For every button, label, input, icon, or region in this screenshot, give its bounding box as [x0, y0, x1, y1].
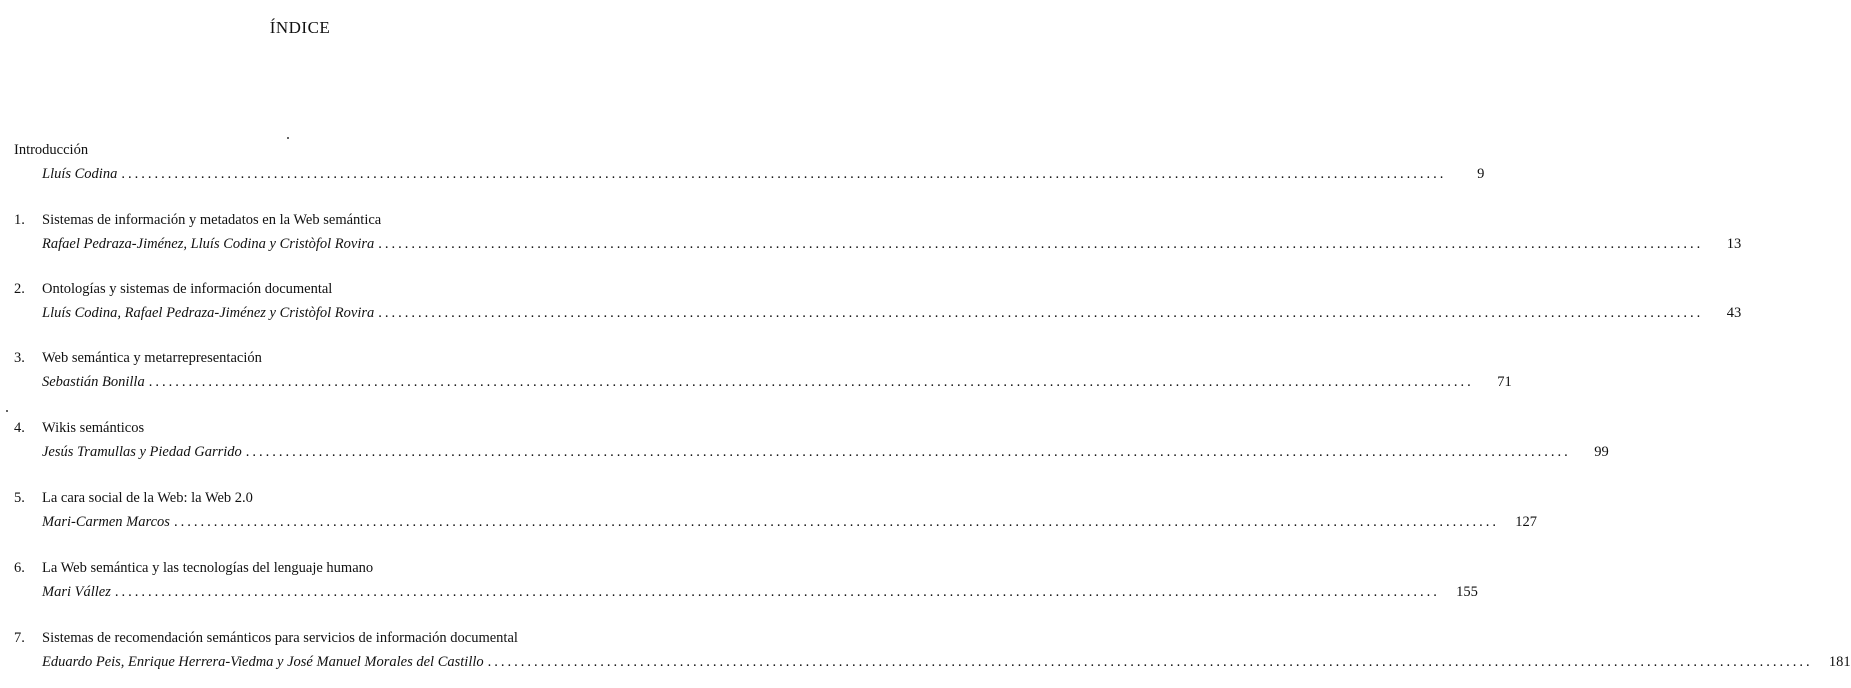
scan-speck [287, 137, 289, 139]
entry-page-number: 43 [1726, 305, 1742, 321]
scan-speck [6, 410, 8, 412]
toc-entry-introduction[interactable] [14, 142, 1485, 182]
entry-page-number: 9 [1477, 166, 1485, 182]
toc-entry-1[interactable] [14, 212, 1742, 252]
entry-line [42, 374, 1512, 394]
entry-number: 3. [14, 350, 25, 366]
dot-leader: ........................................................................................................................................................................................................ [378, 236, 1704, 252]
dot-leader: ........................................................................................................................................................................................................ [378, 305, 1704, 321]
dot-leader: ........................................................................................................................................................................................................ [173, 514, 1499, 530]
entry-authors: Eduardo Peis, Enrique Herrera-Viedma y José Manuel Morales del Castillo [42, 654, 484, 670]
entry-page-number: 127 [1515, 514, 1537, 530]
entry-authors: Rafael Pedraza-Jiménez, Lluís Codina y Cristòfol Rovira [42, 236, 375, 252]
entry-authors: Lluís Codina [42, 166, 118, 182]
entry-line [42, 444, 1609, 464]
dot-leader: ........................................................................................................................................................................................................ [148, 374, 1474, 390]
entry-title [14, 212, 586, 232]
entry-authors: Jesús Tramullas y Piedad Garrido [42, 444, 242, 460]
entry-title-text: La Web semántica y las tecnologías del lenguaje humano [42, 560, 374, 576]
entry-line [42, 654, 1851, 674]
entry-authors: Mari-Carmen Marcos [42, 514, 170, 530]
dot-leader: ........................................................................................................................................................................................................ [245, 444, 1571, 460]
entry-authors: Lluís Codina, Rafael Pedraza-Jiménez y Cristòfol Rovira [42, 305, 375, 321]
toc-entry-5[interactable] [14, 490, 1537, 530]
toc-entry-6[interactable] [14, 560, 1478, 600]
entry-title [14, 560, 586, 580]
entry-number: 7. [14, 630, 25, 646]
entry-page-number: 155 [1456, 584, 1478, 600]
entry-title [14, 420, 586, 440]
entry-line [42, 305, 1742, 325]
entry-number: 4. [14, 420, 25, 436]
entry-line [42, 236, 1742, 256]
entry-title [14, 490, 586, 510]
entry-title [14, 281, 586, 301]
entry-number: 2. [14, 281, 25, 297]
entry-number: 1. [14, 212, 25, 228]
entry-title [14, 142, 586, 162]
entry-authors: Mari Vállez [42, 584, 111, 600]
entry-title-text: Ontologías y sistemas de información documental [42, 281, 333, 297]
entry-page-number: 99 [1594, 444, 1609, 460]
toc-entry-7[interactable] [14, 630, 1851, 670]
entry-number: 6. [14, 560, 25, 576]
dot-leader: ........................................................................................................................................................................................................ [121, 166, 1447, 182]
entry-title-text: Introducción [14, 142, 89, 158]
entry-authors: Sebastián Bonilla [42, 374, 145, 390]
dot-leader: ........................................................................................................................................................................................................ [114, 584, 1440, 600]
entry-title-text: Wikis semánticos [42, 420, 145, 436]
entry-line [42, 584, 1478, 604]
entry-line [42, 166, 1485, 186]
entry-title [14, 350, 586, 370]
toc-entry-3[interactable] [14, 350, 1512, 390]
entry-page-number: 13 [1726, 236, 1742, 252]
toc-entry-4[interactable] [14, 420, 1609, 460]
entry-page-number: 71 [1497, 374, 1512, 390]
entry-title-text: Web semántica y metarrepresentación [42, 350, 262, 366]
entry-title-text: Sistemas de recomendación semánticos para servicios de información documental [42, 630, 518, 646]
entry-page-number: 181 [1828, 654, 1851, 670]
entry-title [14, 630, 586, 650]
entry-number: 5. [14, 490, 25, 506]
dot-leader: ........................................................................................................................................................................................................ [487, 654, 1813, 670]
toc-entry-2[interactable] [14, 281, 1742, 321]
entry-title-text: La cara social de la Web: la Web 2.0 [42, 490, 253, 506]
page-title: ÍNDICE [269, 18, 331, 37]
entry-title-text: Sistemas de información y metadatos en la Web semántica [42, 212, 382, 228]
entry-line [42, 514, 1537, 534]
